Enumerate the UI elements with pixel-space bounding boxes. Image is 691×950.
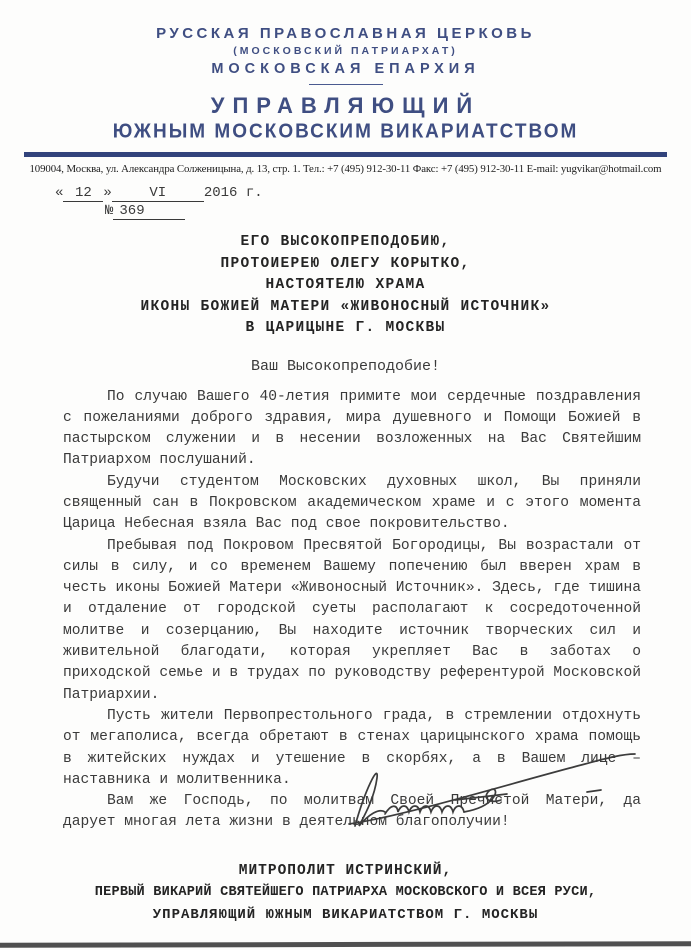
- letterhead: [0, 0, 691, 143]
- double-rule: [24, 152, 667, 157]
- office-title: УПРАВЛЯЮЩИЙ: [210, 93, 481, 118]
- scan-edge-artifact: [0, 941, 691, 947]
- addressee-block: [0, 232, 691, 340]
- letter-body: [63, 387, 641, 834]
- signatory-title: ПЕРВЫЙ ВИКАРИЙ СВЯТЕЙШЕГО ПАТРИАРХА МОСКОВСКОГО И ВСЕЯ РУСИ,: [94, 884, 597, 900]
- org-subname: (МОСКОВСКИЙ ПАТРИАРХАТ): [233, 45, 458, 57]
- date-year: 2016 г.: [203, 185, 263, 201]
- body-paragraph: Пребывая под Покровом Пресвятой Богородицы, Вы возрастали от силы в силу, и со временем Вашему попечению был вверен храм в честь иконы Божией Матери «Живоносный Источник». Здесь, где тишина и отдаление от городской суеты располагают к сосредоточенной молитве и созерцанию, Вы находите источник творческих сил и живительной благодати, которая укрепляет Вас в заботах о приходской семье и в трудах по руководству референтурой Московской Патриархии.: [63, 537, 642, 703]
- addressee-line: ИКОНЫ БОЖИЕЙ МАТЕРИ «ЖИВОНОСНЫЙ ИСТОЧНИК»: [140, 298, 551, 315]
- addressee-line: ПРОТОИЕРЕЮ ОЛЕГУ КОРЫТКО,: [220, 255, 471, 272]
- signatory-title: МИТРОПОЛИТ ИСТРИНСКИЙ,: [238, 862, 453, 879]
- body-paragraph: Пусть жители Первопрестольного града, в стремлении отдохнуть от мегаполиса, всегда обретают в стенах царицынского храма помощь в житейских нуждах и утешение в скорбях, а в Вашем лице – наставника и молитвенника.: [63, 707, 641, 788]
- date-month: VI: [112, 185, 204, 202]
- salutation: Ваш Высокопреподобие!: [250, 357, 441, 375]
- office-subtitle: ЮЖНЫМ МОСКОВСКИМ ВИКАРИАТСТВОМ: [112, 120, 579, 143]
- body-paragraph: По случаю Вашего 40-летия примите мои сердечные поздравления с пожеланиями доброго здравия, мира душевного и Помощи Божией в пастырском служении и в несении возложенных на Вас Святейшим Патриархом послушаний.: [63, 388, 641, 469]
- org-name: РУССКАЯ ПРАВОСЛАВНАЯ ЦЕРКОВЬ: [156, 25, 535, 42]
- addressee-line: НАСТОЯТЕЛЮ ХРАМА: [265, 277, 426, 293]
- reference-block: [55, 185, 691, 220]
- number-sign: №: [105, 203, 114, 219]
- signatory-title: УПРАВЛЯЮЩИЙ ЮЖНЫМ ВИКАРИАТСТВОМ Г. МОСКВЫ: [152, 906, 539, 923]
- quote-open: «: [55, 185, 64, 201]
- date-day: 12: [63, 185, 103, 202]
- reference-date: [55, 185, 691, 202]
- letterhead-divider: [309, 84, 383, 85]
- outgoing-number: 369: [113, 203, 185, 220]
- addressee-line: ЕГО ВЫСОКОПРЕПОДОБИЮ,: [240, 234, 451, 250]
- quote-close: »: [103, 185, 112, 201]
- addressee-line: В ЦАРИЦЫНЕ Г. МОСКВЫ: [245, 320, 446, 336]
- contact-line: 109004, Москва, ул. Александра Солженицына, д. 13, стр. 1. Тел.: +7 (495) 912-30-11 Факс: +7 (495) 912-30-11 E-mail: yugvikar@hotmail.com: [29, 163, 662, 175]
- reference-number: [105, 203, 691, 220]
- body-paragraph: Будучи студентом Московских духовных школ, Вы приняли священный сан в Покровском академическом храме и с этого момента Царица Небесная взяла Вас под свое покровительство.: [63, 473, 641, 533]
- body-paragraph: Вам же Господь, по молитвам Своей Пречистой Матери, да дарует многая лета жизни в деятельном благополучии!: [63, 793, 641, 831]
- org-eparchy: МОСКОВСКАЯ ЕПАРХИЯ: [211, 61, 480, 77]
- signature-block: [0, 860, 691, 926]
